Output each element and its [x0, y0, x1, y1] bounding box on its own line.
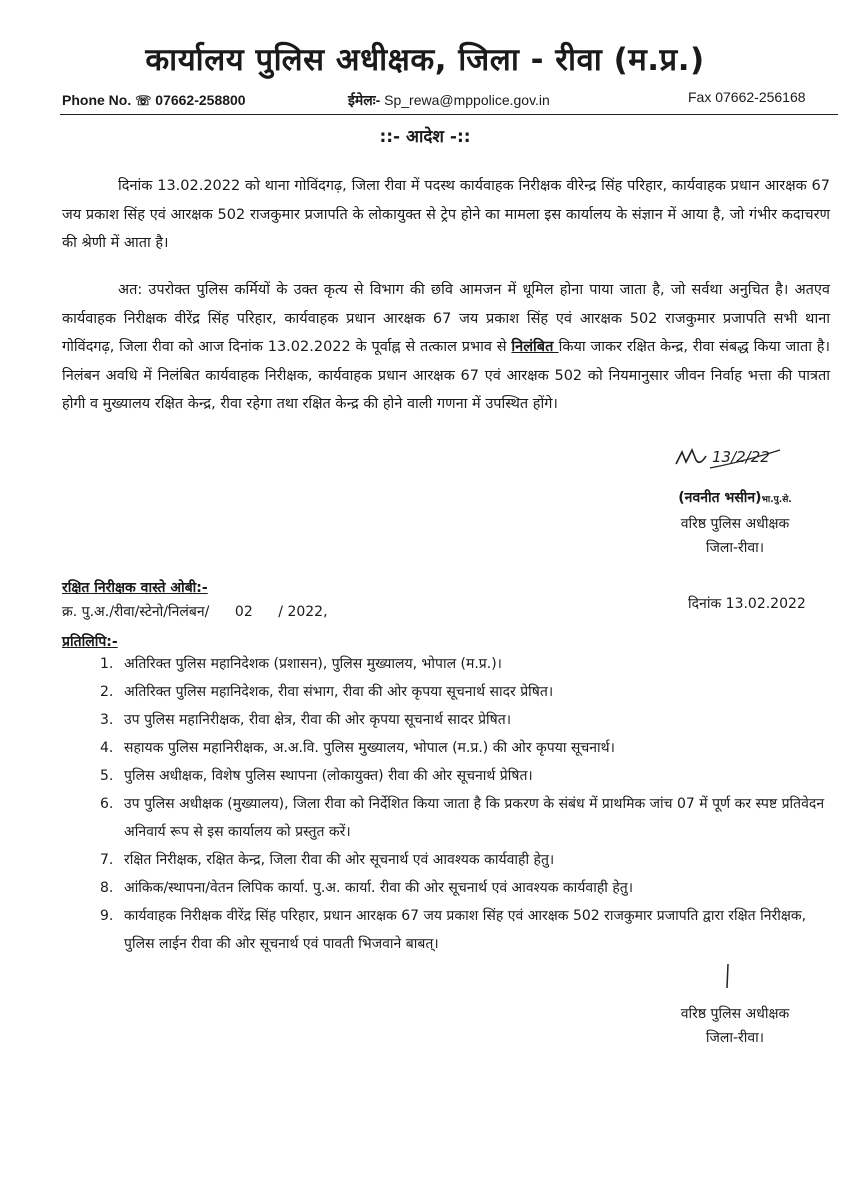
copy-item-number: 6.	[100, 796, 114, 812]
signatory-name-line	[620, 486, 850, 512]
copy-item	[62, 706, 832, 734]
copy-item-text: कार्यवाहक निरीक्षक वीरेंद्र सिंह परिहार, प्रधान आरक्षक 67 जय प्रकाश सिंह एवं आरक्षक 502 राजकुमार प्रजापति द्वारा रक्षित निरीक्षक, पुलिस लाईन रीवा की ओर सूचनार्थ एवं पावती भिजवाने बाबत्।	[124, 908, 807, 952]
reference-prefix: क्र. पु.अ./रीवा/स्टेनो/निलंबन/	[62, 604, 210, 620]
signature-block-2	[620, 1002, 850, 1050]
copy-item-number: 5.	[100, 768, 114, 784]
copy-item-number: 4.	[100, 740, 114, 756]
copy-item	[62, 846, 832, 874]
copy-item-text: अतिरिक्त पुलिस महानिदेशक, रीवा संभाग, रीवा की ओर कृपया सूचनार्थ सादर प्रेषित।	[124, 684, 554, 700]
copy-item-number: 8.	[100, 880, 114, 896]
copy-item	[62, 874, 832, 902]
signature-block-1	[620, 486, 850, 560]
header-divider	[60, 114, 838, 115]
copy-item-text: आंकिक/स्थापना/वेतन लिपिक कार्या. पु.अ. कार्या. रीवा की ओर सूचनार्थ एवं आवश्यक कार्यवाही हेतु।	[124, 880, 634, 896]
copy-item-number: 7.	[100, 852, 114, 868]
reference-number: 02	[234, 604, 253, 620]
forwarding-heading: रक्षित निरीक्षक वास्ते ओबी:-	[62, 580, 208, 596]
suspended-emphasis: निलंबित	[511, 339, 559, 355]
copy-item-text: पुलिस अधीक्षक, विशेष पुलिस स्थापना (लोकायुक्त) रीवा की ओर सूचनार्थ प्रेषित।	[124, 768, 533, 784]
order-heading: ::- आदेश -::	[379, 127, 471, 147]
copy-item-number: 9.	[100, 908, 114, 924]
copy-item	[62, 902, 832, 958]
signatory-district: जिला-रीवा।	[705, 540, 765, 556]
copy-item-text: उप पुलिस महानिरीक्षक, रीवा क्षेत्र, रीवा की ओर कृपया सूचनार्थ सादर प्रेषित।	[124, 712, 512, 728]
order-date: दिनांक 13.02.2022	[688, 596, 806, 612]
copy-item-number: 1.	[100, 656, 114, 672]
copy-item-text: सहायक पुलिस महानिरीक्षक, अ.अ.वि. पुलिस मुख्यालय, भोपाल (म.प्र.) की ओर कृपया सूचनार्थ।	[124, 740, 615, 756]
paragraph-2-text-a: अत: उपरोक्त पुलिस कर्मियों के उक्त कृत्य से विभाग की छवि आमजन में धूमिल होना पाया जाता है, जो सर्वथा अनुचित है। अतएव कार्यवाहक निरीक्षक वीरेंद्र सिंह परिहार, कार्यवाहक प्रधान आरक्षक 67 जय प्रकाश सिंह एवं आरक्षक 502 राजकुमार प्रजापति सभी थाना गोविंदगढ़, जिला रीवा को आज दिनांक 13.02.2022 के पूर्वाह्न से तत्काल प्रभाव से	[62, 282, 830, 355]
telephone-icon: ☏	[135, 93, 152, 108]
service-abbreviation: भा.पु.से.	[761, 495, 792, 505]
copy-item	[62, 734, 832, 762]
handwritten-signature	[672, 436, 792, 480]
paragraph-2	[62, 276, 830, 419]
reference-year: / 2022,	[278, 604, 328, 620]
copy-item	[62, 762, 832, 790]
copy-item	[62, 790, 832, 846]
copy-item-text: उप पुलिस अधीक्षक (मुख्यालय), जिला रीवा को निर्देशित किया जाता है कि प्रकरण के संबंध में प्राथमिक जांच 07 में पूर्ण कर स्पष्ट प्रतिवेदन अनिवार्य रूप से इस कार्यालय को प्रस्तुत करें।	[124, 796, 825, 840]
paragraph-2-text-b: किया जाकर रक्षित केन्द्र, रीवा संबद्ध किया जाता है। निलंबन अवधि में निलंबित कार्यवाहक निरीक्षक, कार्यवाहक प्रधान आरक्षक 67 एवं आरक्षक 502 को नियमानुसार जीवन निर्वाह भत्ता की पात्रता होगी व मुख्यालय रक्षित केन्द्र, रीवा रहेगा तथा रक्षित केन्द्र की होने वाली गणना में उपस्थित होंगे।	[62, 339, 830, 412]
copy-item-text: रक्षित निरीक्षक, रक्षित केन्द्र, जिला रीवा की ओर सूचनार्थ एवं आवश्यक कार्यवाही हेतु।	[124, 852, 555, 868]
signatory-designation: वरिष्ठ पुलिस अधीक्षक	[680, 1006, 790, 1022]
reference-number-line	[62, 602, 328, 621]
email-line	[348, 91, 550, 110]
copy-item-number: 2.	[100, 684, 114, 700]
copy-item	[62, 678, 832, 706]
paragraph-1: दिनांक 13.02.2022 को थाना गोविंदगढ़, जिला रीवा में पदस्थ कार्यवाहक निरीक्षक वीरेन्द्र सिंह परिहार, कार्यवाहक प्रधान आरक्षक 67 जय प्रकाश सिंह एवं आरक्षक 502 राजकुमार प्रजापति के लोकायुक्त से ट्रेप होने का मामला इस कार्यालय के संज्ञान में आया है, जो गंभीर कदाचरण की श्रेणी में आता है।	[62, 178, 830, 251]
copies-heading: प्रतिलिपि:-	[62, 634, 118, 650]
copies-list	[62, 650, 832, 958]
email-address: Sp_rewa@mppolice.gov.in	[384, 92, 550, 108]
phone-number: 07662-258800	[155, 92, 246, 108]
signatory-district: जिला-रीवा।	[705, 1030, 765, 1046]
handwritten-date: 13/2/22	[712, 448, 770, 466]
copy-item-number: 3.	[100, 712, 114, 728]
fax-line: Fax 07662-256168	[688, 89, 806, 105]
email-label: ईमेलः-	[348, 92, 381, 108]
copy-item-text: अतिरिक्त पुलिस महानिदेशक (प्रशासन), पुलिस मुख्यालय, भोपाल (म.प्र.)।	[124, 656, 502, 672]
signatory-name: (नवनीत भसीन)	[678, 490, 762, 506]
phone-label: Phone No.	[62, 92, 132, 108]
signatory-designation: वरिष्ठ पुलिस अधीक्षक	[680, 516, 790, 532]
office-title: कार्यालय पुलिस अधीक्षक, जिला - रीवा (म.प्र.)	[145, 42, 705, 78]
phone-line	[62, 92, 246, 109]
initial-mark	[718, 962, 738, 990]
copy-item	[62, 650, 832, 678]
